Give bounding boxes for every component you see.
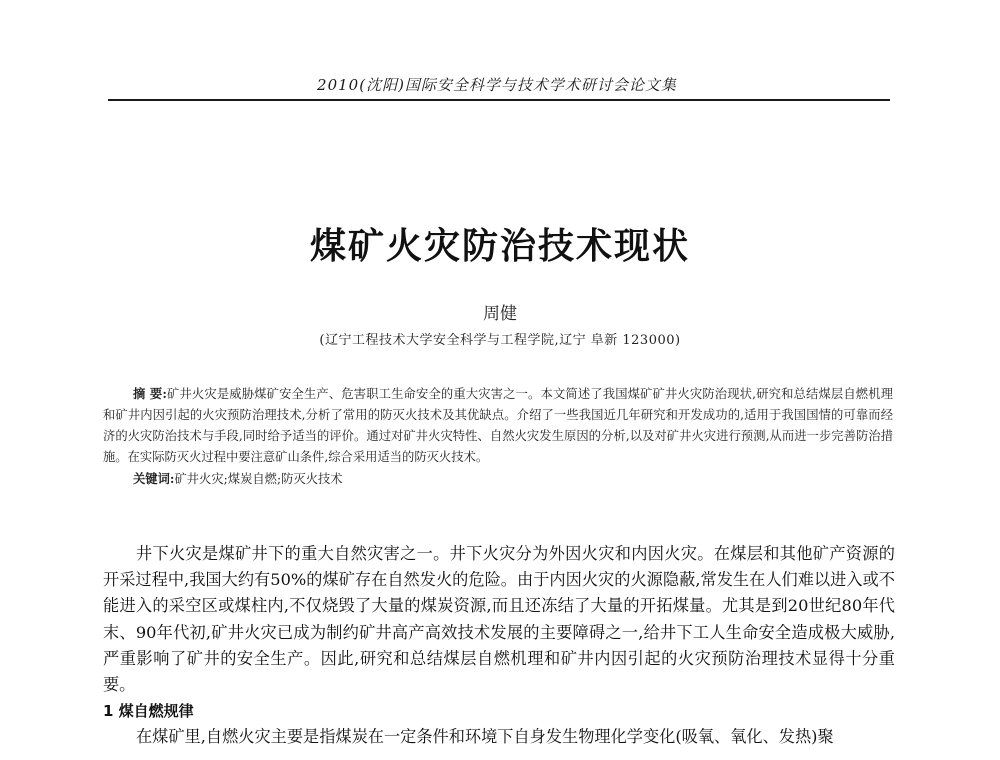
keywords-text: 矿井火灾;煤炭自燃;防灭火技术: [174, 472, 343, 486]
header-rule: [108, 99, 890, 101]
running-header: 2010(沈阳)国际安全科学与技术学术研讨会论文集: [317, 76, 677, 94]
intro-paragraph: 井下火灾是煤矿井下的重大自然灾害之一。井下火灾分为外因火灾和内因火灾。在煤层和其他矿产资源的开采过程中,我国大约有50%的煤矿存在自然发火的危险。由于内因火灾的火源隐蔽,常发生在人们难以进入或不能进入的采空区或煤柱内,不仅烧毁了大量的煤炭资源,而且还冻结了大量的开拓煤量。尤其是到20世纪80年代末、90年代初,矿井火灾已成为制约矿井高产高效技术发展的主要障碍之一,给井下工人生命安全造成极大威胁,严重影响了矿井的安全生产。因此,研究和总结煤层自燃机理和矿井内因引起的火灾预防治理技术显得十分重要。: [103, 544, 895, 695]
section-paragraph: 在煤矿里,自燃火灾主要是指煤炭在一定条件和环境下自身发生物理化学变化(吸氧、氧化、发热)聚: [136, 727, 834, 747]
body-text: [103, 541, 895, 751]
abstract-label: 摘 要:: [133, 386, 167, 401]
keywords: [103, 468, 893, 490]
section-heading: 1 煤自燃规律: [103, 702, 194, 721]
abstract: [103, 383, 893, 468]
abstract-block: [103, 383, 893, 490]
author-affiliation: (辽宁工程技术大学安全科学与工程学院,辽宁 阜新 123000): [319, 333, 681, 348]
abstract-text: 矿井火灾是威胁煤矿安全生产、危害职工生命安全的重大灾害之一。本文简述了我国煤矿矿井火灾防治现状,研究和总结煤层自燃机理和矿井内因引起的火灾预防治理技术,分析了常用的防灭火技术及其优缺点。介绍了一些我国近几年研究和开发成功的,适用于我国国情的可靠而经济的火灾防治技术与手段,同时给予适当的评价。通过对矿井火灾特性、自然火灾发生原因的分析,以及对矿井火灾进行预测,从而进一步完善防治措施。在实际防灭火过程中要注意矿山条件,综合采用适当的防灭火技术。: [103, 387, 893, 464]
paper-title: 煤矿火灾防治技术现状: [309, 225, 690, 267]
author-name: 周健: [483, 304, 517, 324]
keywords-label: 关键词:: [133, 471, 175, 486]
